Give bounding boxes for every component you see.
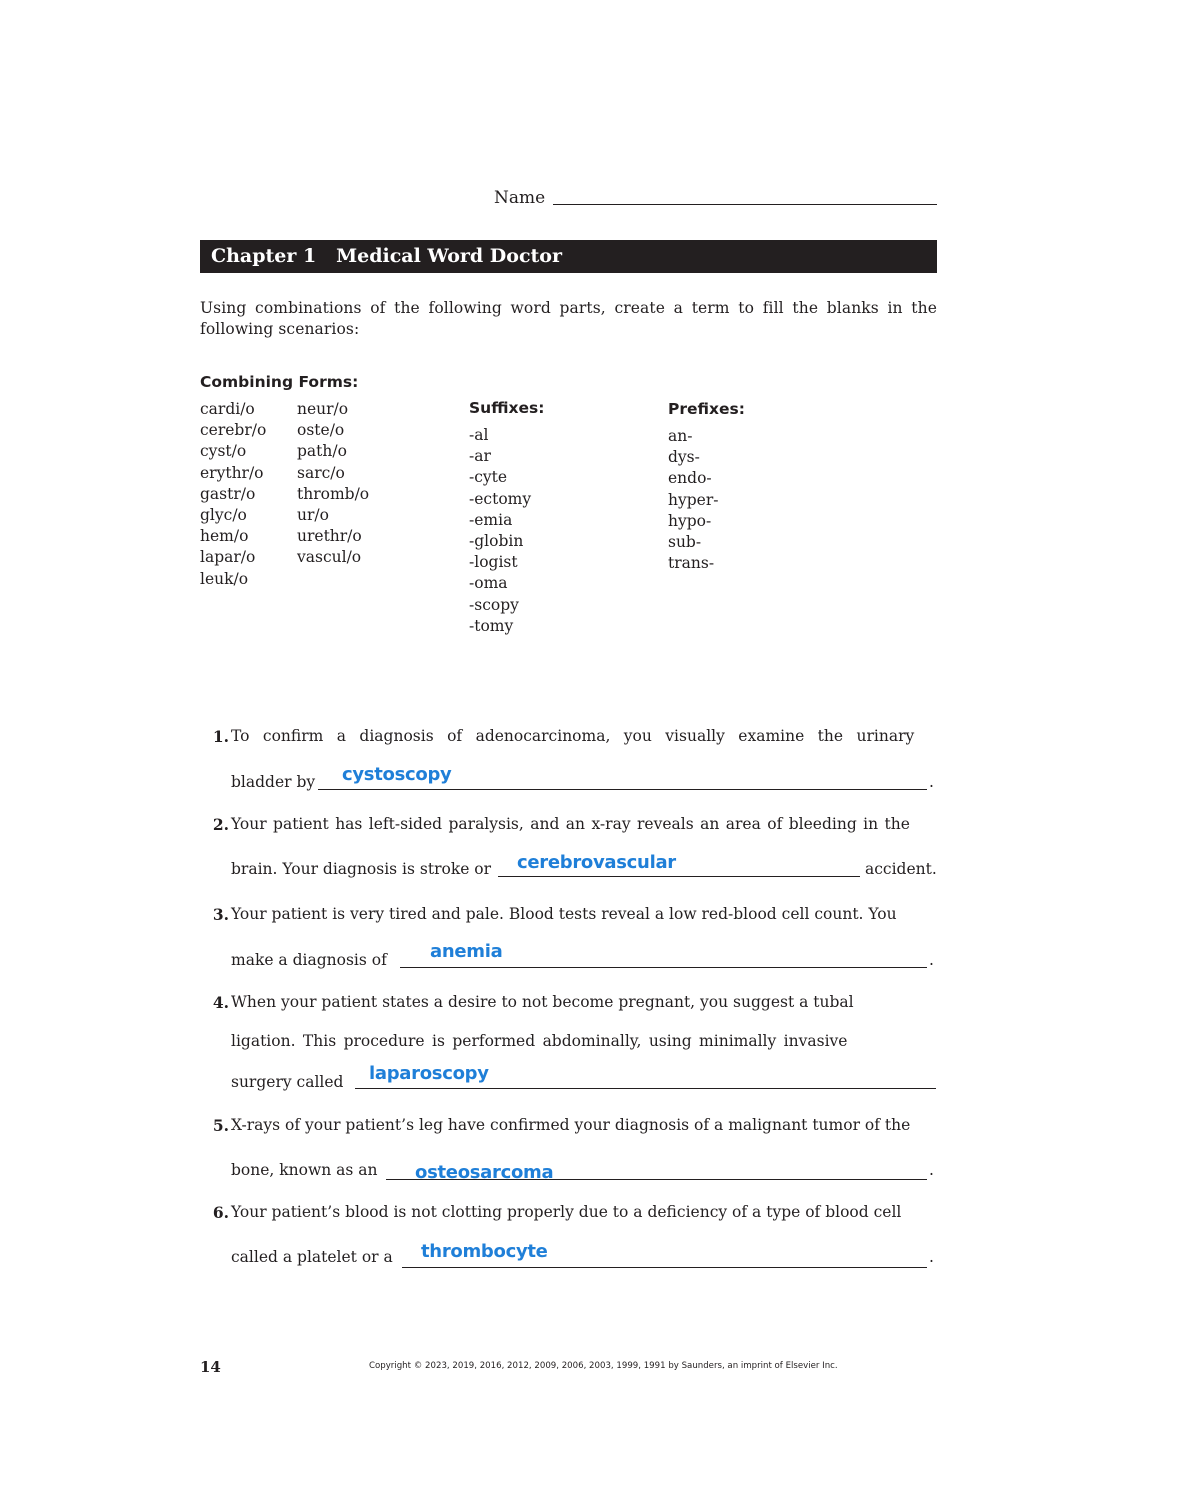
question-text: When your patient states a desire to not become pregnant, you suggest a tubal [231,993,854,1011]
prefix: dys- [668,448,700,467]
suffix: -globin [469,532,524,551]
name-field-line[interactable] [553,204,937,205]
suffix: -emia [469,510,513,529]
answer-text: osteosarcoma [415,1162,554,1183]
combining-forms-column-1 [200,399,266,590]
word-part: vascul/o [297,548,362,567]
suffix: -scopy [469,595,519,614]
question-text: Your patient has left-sided paralysis, and an x-ray reveals an area of bleeding in the [231,815,910,833]
question-text: X-rays of your patient’s leg have confirmed your diagnosis of a malignant tumor of the [231,1116,911,1134]
answer-text: anemia [430,941,503,962]
word-part: cyst/o [200,442,247,461]
word-part: cardi/o [200,400,255,418]
question-text: called a platelet or a [231,1248,393,1266]
answer-text: cystoscopy [342,764,452,785]
answer-blank[interactable] [402,1267,927,1268]
name-label: Name [494,188,546,208]
word-part: lapar/o [200,548,256,567]
question-number: 6. [212,1203,229,1222]
question-text: surgery called [231,1073,344,1091]
instructions: Using combinations of the following word parts, create a term to fill the blanks in the following scenarios: [200,299,937,338]
question-text: . [929,773,934,791]
word-part: urethr/o [297,527,362,546]
word-part: glyc/o [200,506,247,525]
suffix: -cyte [469,468,508,487]
word-part: path/o [297,442,347,461]
question-text: Your patient is very tired and pale. Blood tests reveal a low red-blood cell count. You [231,905,897,923]
word-part: gastr/o [200,484,256,503]
suffix: -al [469,426,489,444]
question-text: . [929,1248,934,1266]
question-number: 1. [212,727,229,746]
question-text: To confirm a diagnosis of adenocarcinoma, you visually examine the urinary [231,727,915,745]
copyright-notice: Copyright © 2023, 2019, 2016, 2012, 2009, 2006, 2003, 1999, 1991 by Saunders, an imprint of Elsevier Inc. [369,1361,838,1371]
prefixes-list [668,426,718,574]
answer-text: cerebrovascular [517,852,676,873]
answer-blank[interactable] [318,789,927,790]
question-number: 3. [212,905,229,924]
question-text: accident. [865,860,937,878]
question-text: ligation. This procedure is performed abdominally, using minimally invasive [231,1032,848,1050]
suffixes-heading: Suffixes: [469,399,545,417]
question-number: 5. [212,1116,229,1135]
answer-blank[interactable] [498,876,860,877]
word-part: oste/o [297,421,345,440]
prefix: endo- [668,469,712,488]
prefix: hyper- [668,490,719,509]
question-text: make a diagnosis of [231,951,387,969]
answer-blank[interactable] [400,967,927,968]
prefix: sub- [668,533,702,552]
suffix: -logist [469,553,518,572]
suffix: -ar [469,447,491,466]
answer-blank[interactable] [355,1088,936,1089]
word-part: cerebr/o [200,421,267,440]
answer-text: thrombocyte [421,1241,548,1262]
suffix: -oma [469,574,508,593]
suffix: -tomy [469,616,514,635]
combining-forms-heading: Combining Forms: [200,373,359,391]
prefix: trans- [668,554,715,573]
question-text: brain. Your diagnosis is stroke or [231,860,492,878]
page-number: 14 [200,1358,221,1376]
prefix: hypo- [668,511,712,530]
answer-text: laparoscopy [369,1063,489,1084]
word-part: erythr/o [200,463,264,482]
suffix: -ectomy [469,489,532,508]
combining-forms-column-2 [297,399,369,569]
prefixes-heading: Prefixes: [668,400,745,418]
question-text: . [929,951,934,969]
word-part: ur/o [297,506,329,525]
word-part: neur/o [297,400,349,418]
question-text: bladder by [231,773,316,791]
question-text: . [929,1161,934,1179]
question-text: Your patient’s blood is not clotting properly due to a deficiency of a type of blood cell [231,1203,902,1221]
word-part: thromb/o [297,484,370,503]
word-part: hem/o [200,527,249,546]
word-part: sarc/o [297,463,345,482]
suffixes-list [469,425,531,637]
question-number: 4. [212,993,229,1012]
question-text: bone, known as an [231,1161,378,1179]
question-number: 2. [212,815,229,834]
word-part: leuk/o [200,569,249,588]
chapter-title: Chapter 1 Medical Word Doctor [211,245,562,267]
chapter-banner [200,240,937,273]
prefix: an- [668,427,693,445]
